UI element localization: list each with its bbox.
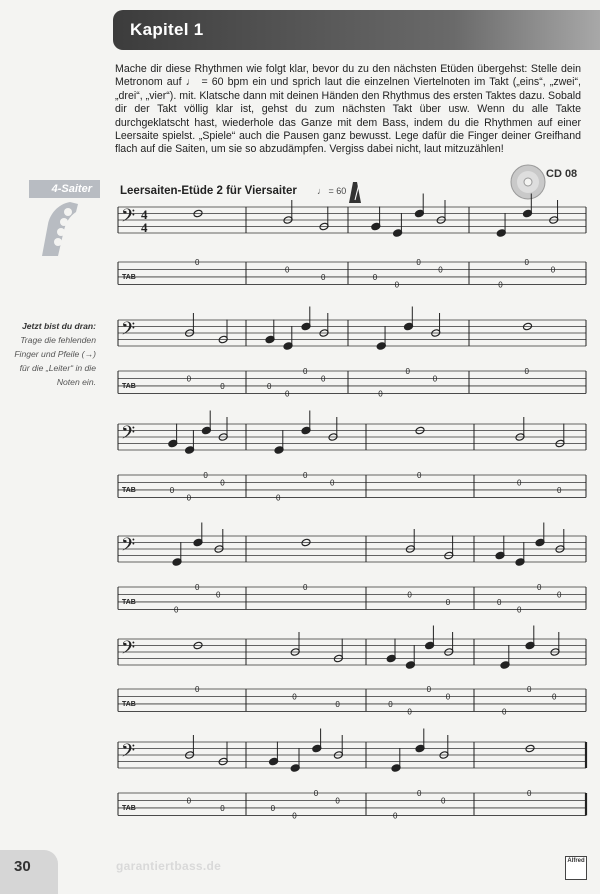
- tab-fret-number: 0: [407, 590, 412, 600]
- time-signature-bottom: 4: [141, 220, 148, 235]
- tab-fret-number: 0: [388, 699, 393, 709]
- tab-fret-number: 0: [174, 605, 179, 615]
- tab-label: TAB: [122, 805, 136, 812]
- instrument-badge: 4-Saiter: [29, 180, 100, 198]
- tab-fret-number: 0: [186, 493, 192, 503]
- bass-clef-icon: 𝄢: [121, 319, 136, 344]
- tab-fret-number: 0: [416, 258, 421, 267]
- tab-fret-number: 0: [417, 471, 422, 480]
- tab-fret-number: 0: [335, 796, 340, 806]
- tab-fret-number: 0: [445, 597, 451, 607]
- intro-paragraph: Mache dir diese Rhythmen wie folgt klar, bevor du zu den nächsten Etüden übergehst: Stelle dein Metronom auf ♩ = 60 bpm ein und sprich laut die einzelnen Viertelnoten im Takt („eins“, „zwei“, „drei“, „vier“). mit. Klatsche dann mit deinen Händen den Rhythmus des ersten Taktes dazu. Sobald dir der Takt völlig klar ist, gehst du zum nächsten Takt über usw. Wenn du alle Takte durchgeklatscht hast, wiederhole das Ganze mit dem Bass, indem du die Rhythmen auf einer Leersaite spielst. „Spiele“ auch die Pausen ganz bewusst. Lege dafür die Finger deiner Greifhand flach auf die Saiten, um sie so abzudämpfen. Vergiss dabei nicht, laut mitzuzählen!: [115, 63, 581, 156]
- tab-fret-number: 0: [285, 389, 290, 399]
- side-note-title: Jetzt bist du dran:: [21, 321, 96, 331]
- tab-fret-number: 0: [372, 272, 378, 282]
- etude-title: Leersaiten-Etüde 2 für Viersaiter: [120, 185, 297, 197]
- tab-fret-number: 0: [537, 583, 542, 592]
- publisher-name: Alfred: [567, 858, 585, 864]
- tab-fret-number: 0: [321, 272, 326, 282]
- tab-fret-number: 0: [394, 280, 400, 290]
- tab-fret-number: 0: [303, 471, 308, 480]
- tab-fret-number: 0: [292, 811, 297, 821]
- website-url: garantiertbass.de: [116, 859, 222, 873]
- tab-fret-number: 0: [524, 367, 529, 376]
- tab-fret-number: 0: [498, 280, 503, 290]
- bass-clef-icon: 𝄢: [121, 206, 136, 231]
- tab-fret-number: 0: [502, 707, 507, 717]
- tab-fret-number: 0: [407, 707, 412, 717]
- tab-fret-number: 0: [557, 590, 562, 600]
- tab-fret-number: 0: [220, 381, 225, 391]
- publisher-logo: [565, 856, 587, 880]
- tab-fret-number: 0: [405, 367, 410, 376]
- tab-fret-number: 0: [267, 381, 272, 391]
- tab-fret-number: 0: [321, 374, 326, 384]
- bass-clef-icon: 𝄢: [121, 535, 136, 560]
- time-signature-top: 4: [141, 207, 148, 222]
- tab-fret-number: 0: [216, 590, 221, 600]
- tab-fret-number: 0: [527, 685, 532, 694]
- tab-fret-number: 0: [270, 803, 276, 813]
- tab-fret-number: 0: [438, 265, 443, 275]
- tab-fret-number: 0: [557, 485, 562, 495]
- tab-fret-number: 0: [220, 478, 225, 488]
- side-note-body: Trage die fehlenden Finger und Pfeile (→) für die „Leiter“ in die Noten ein.: [14, 335, 96, 387]
- cd-track-label: CD 08: [546, 168, 578, 180]
- tab-fret-number: 0: [276, 493, 281, 503]
- tab-fret-number: 0: [186, 374, 192, 384]
- tab-fret-number: 0: [552, 692, 557, 702]
- page-number-tab: [0, 850, 58, 894]
- tempo-marking: ♩ = 60: [317, 186, 347, 196]
- tab-fret-number: 0: [524, 258, 529, 267]
- page-number: 30: [14, 858, 31, 875]
- tab-fret-number: 0: [313, 789, 319, 798]
- tab-fret-number: 0: [195, 685, 200, 694]
- tab-label: TAB: [122, 599, 136, 606]
- tab-fret-number: 0: [303, 583, 308, 592]
- tab-fret-number: 0: [285, 265, 290, 275]
- tab-fret-number: 0: [220, 803, 225, 813]
- tab-fret-number: 0: [417, 789, 422, 798]
- tab-fret-number: 0: [497, 597, 502, 607]
- tab-fret-number: 0: [426, 685, 432, 694]
- tab-fret-number: 0: [517, 478, 522, 488]
- tab-fret-number: 0: [169, 485, 175, 495]
- tab-fret-number: 0: [441, 796, 446, 806]
- tab-fret-number: 0: [195, 258, 200, 267]
- tab-fret-number: 0: [195, 583, 200, 592]
- tab-fret-number: 0: [527, 789, 532, 798]
- tab-fret-number: 0: [393, 811, 398, 821]
- tab-label: TAB: [122, 274, 136, 281]
- tab-fret-number: 0: [335, 699, 340, 709]
- tab-fret-number: 0: [203, 471, 208, 480]
- tab-fret-number: 0: [517, 605, 522, 615]
- tab-fret-number: 0: [432, 374, 438, 384]
- tab-fret-number: 0: [378, 389, 383, 399]
- tab-label: TAB: [122, 383, 136, 390]
- bass-clef-icon: 𝄢: [121, 423, 136, 448]
- tab-fret-number: 0: [303, 367, 308, 376]
- tab-fret-number: 0: [186, 796, 192, 806]
- tab-fret-number: 0: [292, 692, 297, 702]
- bass-clef-icon: 𝄢: [121, 741, 136, 766]
- tab-label: TAB: [122, 487, 136, 494]
- chapter-title: Kapitel 1: [130, 20, 204, 39]
- tab-label: TAB: [122, 701, 136, 708]
- bass-clef-icon: 𝄢: [121, 638, 136, 663]
- tab-fret-number: 0: [550, 265, 556, 275]
- tab-fret-number: 0: [330, 478, 335, 488]
- tab-fret-number: 0: [445, 692, 451, 702]
